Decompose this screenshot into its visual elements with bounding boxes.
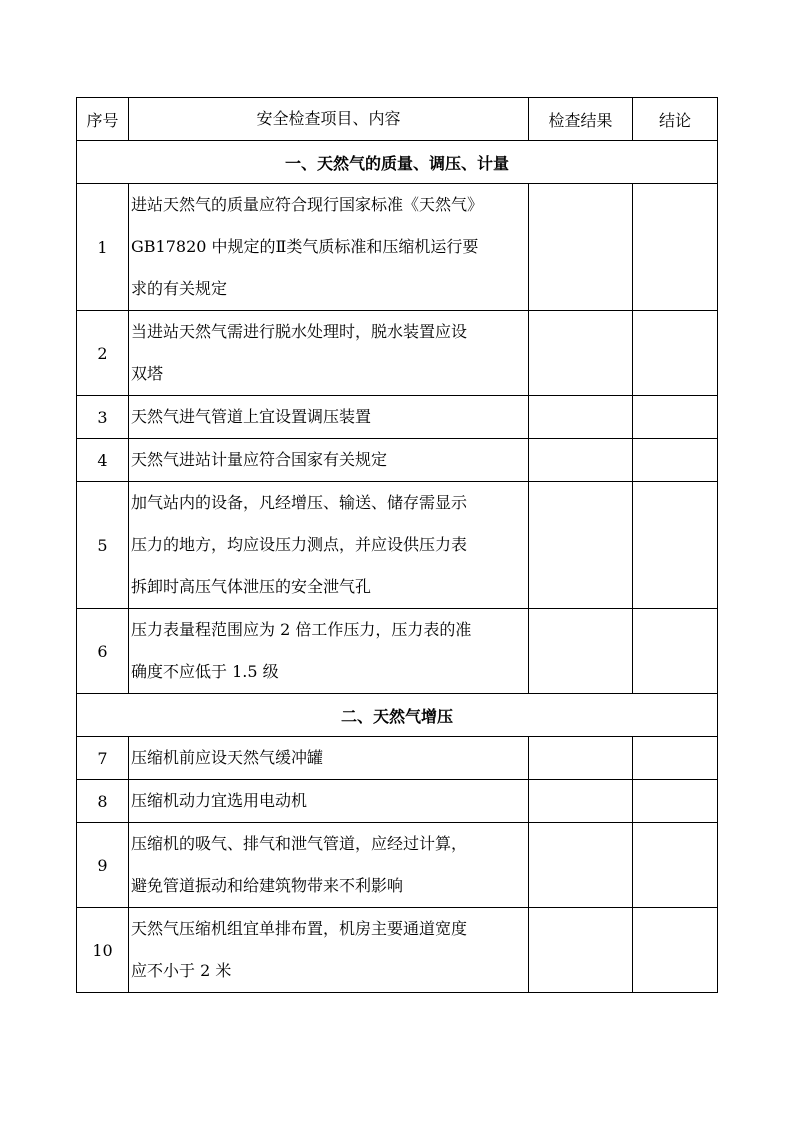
item-line: 加气站内的设备，凡经增压、输送、储存需显示 [131,493,468,512]
conclusion-cell[interactable] [633,439,718,482]
conclusion-cell[interactable] [633,737,718,780]
table-row [77,823,718,908]
conclusion-cell[interactable] [633,823,718,908]
result-cell[interactable] [529,780,633,823]
item-content [129,780,529,823]
table-row [77,908,718,993]
row-number: 2 [77,311,129,396]
item-line: 天然气进气管道上宜设置调压装置 [131,407,372,426]
item-content [129,311,529,396]
item-content [129,609,529,694]
header-no: 序号 [77,98,129,141]
table-row [77,737,718,780]
table-header-row [77,98,718,141]
result-cell[interactable] [529,439,633,482]
item-line: 进站天然气的质量应符合现行国家标准《天然气》 [131,195,484,214]
row-number: 8 [77,780,129,823]
safety-check-table [76,97,718,993]
result-cell[interactable] [529,311,633,396]
item-line: 求的有关规定 [131,279,228,298]
table-row [77,184,718,311]
item-line: 压缩机动力宜选用电动机 [131,791,308,810]
result-cell[interactable] [529,908,633,993]
item-content [129,439,529,482]
item-content [129,823,529,908]
item-line: 压力的地方，均应设压力测点，并应设供压力表 [131,535,468,554]
conclusion-cell[interactable] [633,482,718,609]
item-line: 天然气进站计量应符合国家有关规定 [131,450,388,469]
conclusion-cell[interactable] [633,908,718,993]
table-row [77,396,718,439]
item-line: 避免管道振动和给建筑物带来不利影响 [131,876,404,895]
item-content [129,482,529,609]
result-cell[interactable] [529,823,633,908]
table-row [77,439,718,482]
row-number: 1 [77,184,129,311]
item-line: 双塔 [131,364,164,383]
item-line: 确度不应低于 1.5 级 [131,662,279,681]
item-line: 应不小于 2 米 [131,961,232,980]
item-line: 压缩机前应设天然气缓冲罐 [131,748,324,767]
result-cell[interactable] [529,609,633,694]
table-row [77,780,718,823]
conclusion-cell[interactable] [633,311,718,396]
section-header-row [77,694,718,737]
row-number: 9 [77,823,129,908]
item-line: 拆卸时高压气体泄压的安全泄气孔 [131,577,372,596]
item-line: GB17820 中规定的Ⅱ类气质标准和压缩机运行要 [131,237,479,256]
conclusion-cell[interactable] [633,609,718,694]
result-cell[interactable] [529,396,633,439]
table-row [77,311,718,396]
item-line: 当进站天然气需进行脱水处理时，脱水装置应设 [131,322,468,341]
section-title: 二、天然气增压 [77,694,718,737]
item-line: 天然气压缩机组宜单排布置，机房主要通道宽度 [131,919,468,938]
table-row [77,482,718,609]
item-line: 压缩机的吸气、排气和泄气管道，应经过计算， [131,834,468,853]
result-cell[interactable] [529,482,633,609]
row-number: 7 [77,737,129,780]
table-body [77,98,718,993]
conclusion-cell[interactable] [633,780,718,823]
header-result: 检查结果 [529,98,633,141]
item-content [129,737,529,780]
item-content [129,184,529,311]
conclusion-cell[interactable] [633,396,718,439]
result-cell[interactable] [529,184,633,311]
table-row [77,609,718,694]
row-number: 6 [77,609,129,694]
item-content [129,908,529,993]
row-number: 10 [77,908,129,993]
conclusion-cell[interactable] [633,184,718,311]
header-conclusion: 结论 [633,98,718,141]
item-content [129,396,529,439]
section-title: 一、天然气的质量、调压、计量 [77,141,718,184]
row-number: 5 [77,482,129,609]
row-number: 3 [77,396,129,439]
header-item: 安全检查项目、内容 [129,98,529,141]
item-line: 压力表量程范围应为 2 倍工作压力，压力表的准 [131,620,472,639]
row-number: 4 [77,439,129,482]
result-cell[interactable] [529,737,633,780]
section-header-row [77,141,718,184]
